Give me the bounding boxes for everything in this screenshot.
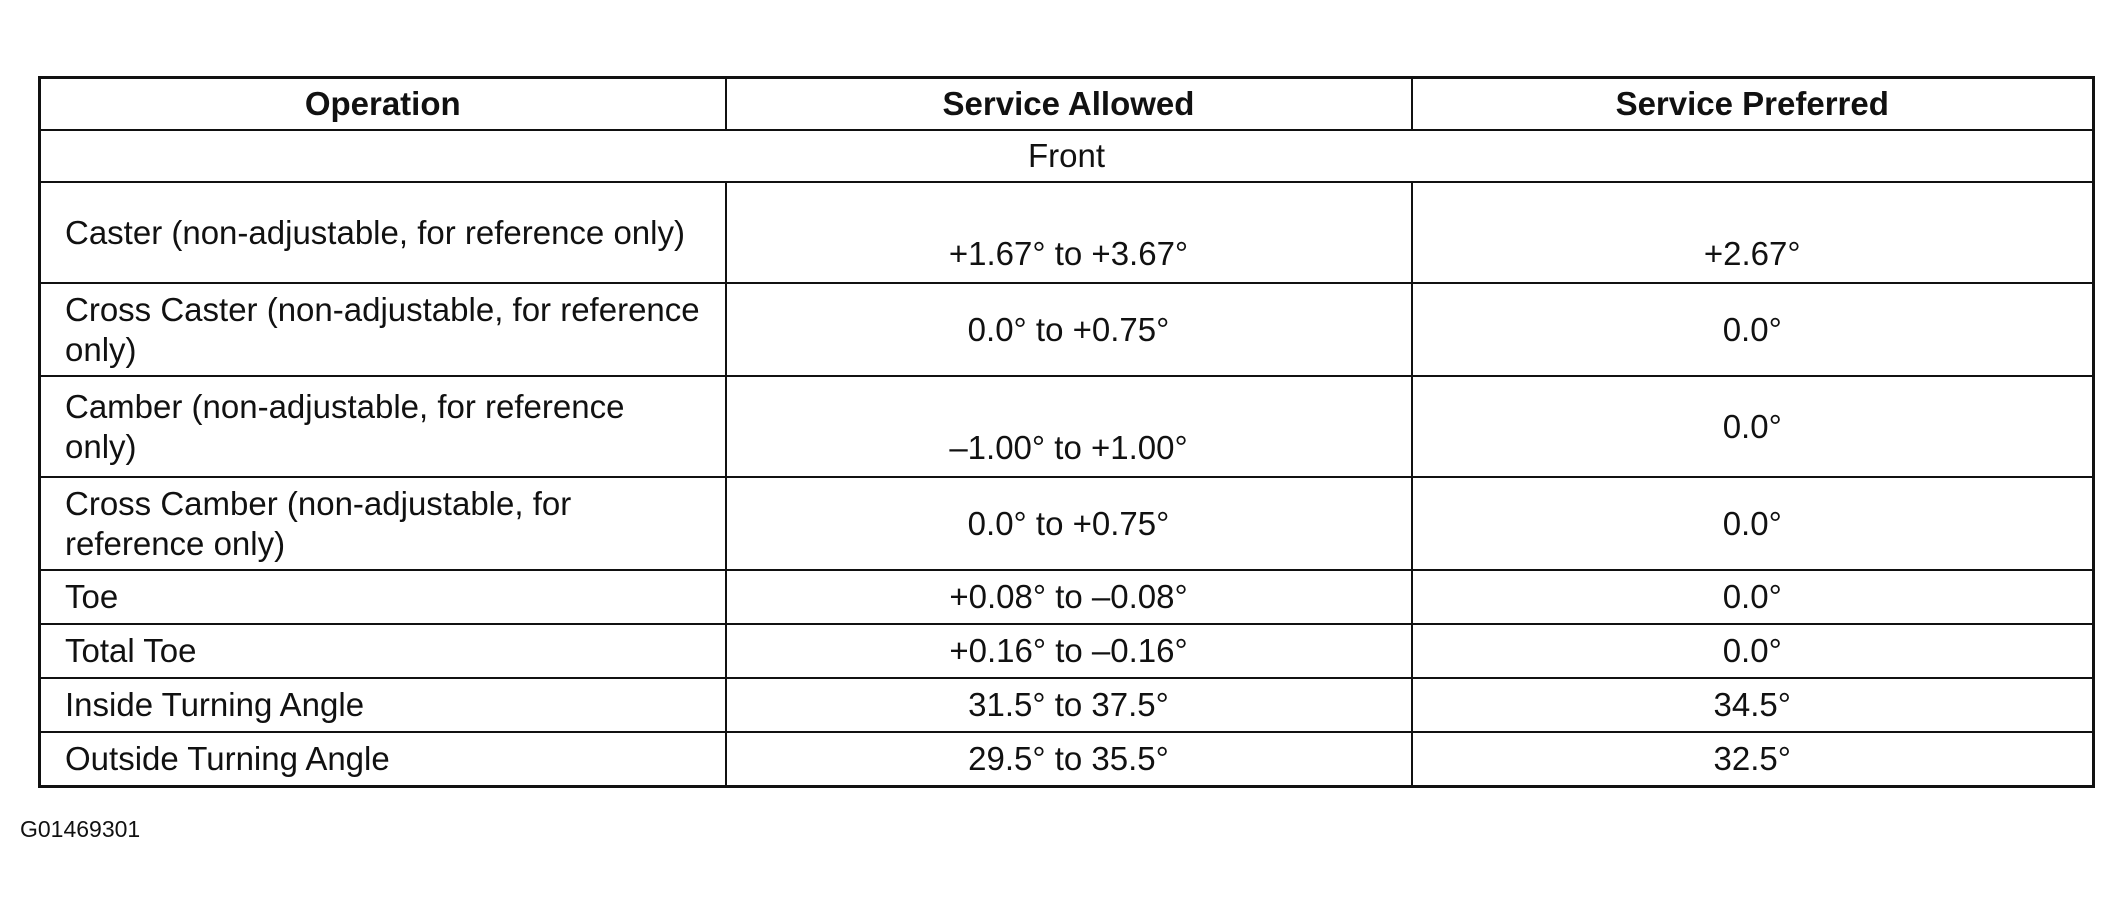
allowed-cell: –1.00° to +1.00° bbox=[726, 376, 1412, 477]
allowed-cell: +1.67° to +3.67° bbox=[726, 182, 1412, 283]
table-row bbox=[40, 732, 2094, 787]
operation-cell: Cross Caster (non-adjustable, for reference only) bbox=[40, 283, 726, 376]
table-row bbox=[40, 477, 2094, 570]
operation-cell: Caster (non-adjustable, for reference only) bbox=[40, 182, 726, 283]
table-header-row bbox=[40, 78, 2094, 131]
preferred-cell: 0.0° bbox=[1412, 376, 2094, 477]
alignment-spec-table bbox=[38, 76, 2095, 788]
table-row bbox=[40, 678, 2094, 732]
allowed-cell: +0.08° to –0.08° bbox=[726, 570, 1412, 624]
preferred-cell: +2.67° bbox=[1412, 182, 2094, 283]
table-row bbox=[40, 376, 2094, 477]
operation-cell: Total Toe bbox=[40, 624, 726, 678]
figure-id: G01469301 bbox=[20, 816, 141, 842]
table-row bbox=[40, 283, 2094, 376]
allowed-cell: +0.16° to –0.16° bbox=[726, 624, 1412, 678]
preferred-cell: 0.0° bbox=[1412, 283, 2094, 376]
operation-cell: Cross Camber (non-adjustable, for reference only) bbox=[40, 477, 726, 570]
preferred-cell: 0.0° bbox=[1412, 624, 2094, 678]
operation-cell: Outside Turning Angle bbox=[40, 732, 726, 787]
header-operation: Operation bbox=[40, 78, 726, 131]
preferred-cell: 0.0° bbox=[1412, 570, 2094, 624]
allowed-cell: 0.0° to +0.75° bbox=[726, 477, 1412, 570]
section-label: Front bbox=[40, 130, 2094, 182]
allowed-cell: 0.0° to +0.75° bbox=[726, 283, 1412, 376]
operation-cell: Camber (non-adjustable, for reference only) bbox=[40, 376, 726, 477]
section-row-front bbox=[40, 130, 2094, 182]
operation-cell: Toe bbox=[40, 570, 726, 624]
preferred-cell: 32.5° bbox=[1412, 732, 2094, 787]
allowed-cell: 29.5° to 35.5° bbox=[726, 732, 1412, 787]
header-service-allowed: Service Allowed bbox=[726, 78, 1412, 131]
operation-cell: Inside Turning Angle bbox=[40, 678, 726, 732]
allowed-cell: 31.5° to 37.5° bbox=[726, 678, 1412, 732]
header-service-preferred: Service Preferred bbox=[1412, 78, 2094, 131]
table-row bbox=[40, 570, 2094, 624]
preferred-cell: 0.0° bbox=[1412, 477, 2094, 570]
table-row bbox=[40, 624, 2094, 678]
preferred-cell: 34.5° bbox=[1412, 678, 2094, 732]
table-row bbox=[40, 182, 2094, 283]
